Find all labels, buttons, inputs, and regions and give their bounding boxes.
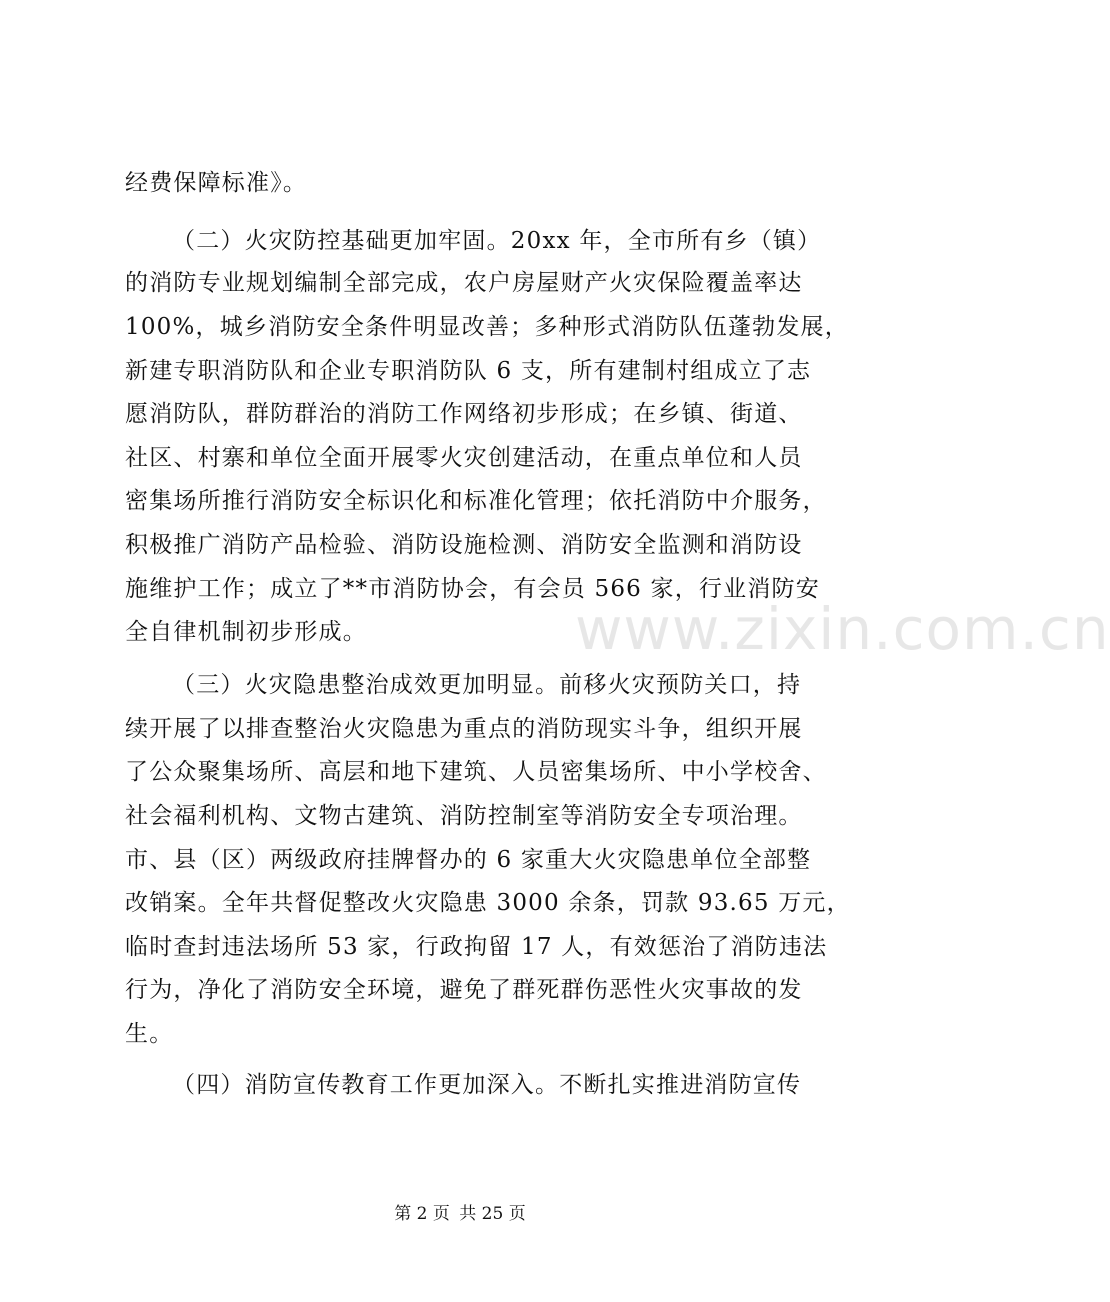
page-number: 第 2 页 [394, 1204, 450, 1224]
text-line: 新建专职消防队和企业专职消防队 6 支，所有建制村组成立了志 [125, 358, 812, 384]
text-line: 行为，净化了消防安全环境，避免了群死群伤恶性火灾事故的发 [125, 977, 803, 1003]
text-line: 100%，城乡消防安全条件明显改善；多种形式消防队伍蓬勃发展， [125, 314, 849, 340]
page-total: 共 25 页 [459, 1204, 526, 1224]
text-line: 临时查封违法场所 53 家，行政拘留 17 人，有效惩治了消防违法 [125, 934, 828, 960]
section-heading-line: （三）火灾隐患整治成效更加明显。前移火灾预防关口，持 [172, 672, 802, 698]
text-line: 愿消防队，群防群治的消防工作网络初步形成；在乡镇、街道、 [125, 401, 803, 427]
text-line: 密集场所推行消防安全标识化和标准化管理；依托消防中介服务， [125, 488, 827, 514]
text-line: 经费保障标准》。 [125, 170, 308, 196]
text-line: 改销案。全年共督促整改火灾隐患 3000 余条，罚款 93.65 万元， [125, 890, 851, 916]
section-heading-line: （二）火灾防控基础更加牢固。20xx 年，全市所有乡（镇） [172, 228, 822, 254]
text-line: 生。 [125, 1021, 174, 1047]
text-line: 了公众聚集场所、高层和地下建筑、人员密集场所、中小学校舍、 [125, 759, 827, 785]
page-footer [0, 1204, 920, 1224]
text-line: 施维护工作；成立了**市消防协会，有会员 566 家，行业消防安 [125, 576, 820, 602]
text-line: 市、县（区）两级政府挂牌督办的 6 家重大火灾隐患单位全部整 [125, 847, 812, 873]
text-line: 全自律机制初步形成。 [125, 619, 367, 645]
text-line: 的消防专业规划编制全部完成，农户房屋财产火灾保险覆盖率达 [125, 270, 803, 296]
text-line: 社区、村寨和单位全面开展零火灾创建活动，在重点单位和人员 [125, 445, 803, 471]
text-line: 续开展了以排查整治火灾隐患为重点的消防现实斗争，组织开展 [125, 716, 803, 742]
section-heading-line: （四）消防宣传教育工作更加深入。不断扎实推进消防宣传 [172, 1072, 802, 1098]
watermark: www.zixin.com.cn [575, 595, 1110, 663]
text-line: 积极推广消防产品检验、消防设施检测、消防安全监测和消防设 [125, 532, 803, 558]
text-line: 社会福利机构、文物古建筑、消防控制室等消防安全专项治理。 [125, 803, 803, 829]
